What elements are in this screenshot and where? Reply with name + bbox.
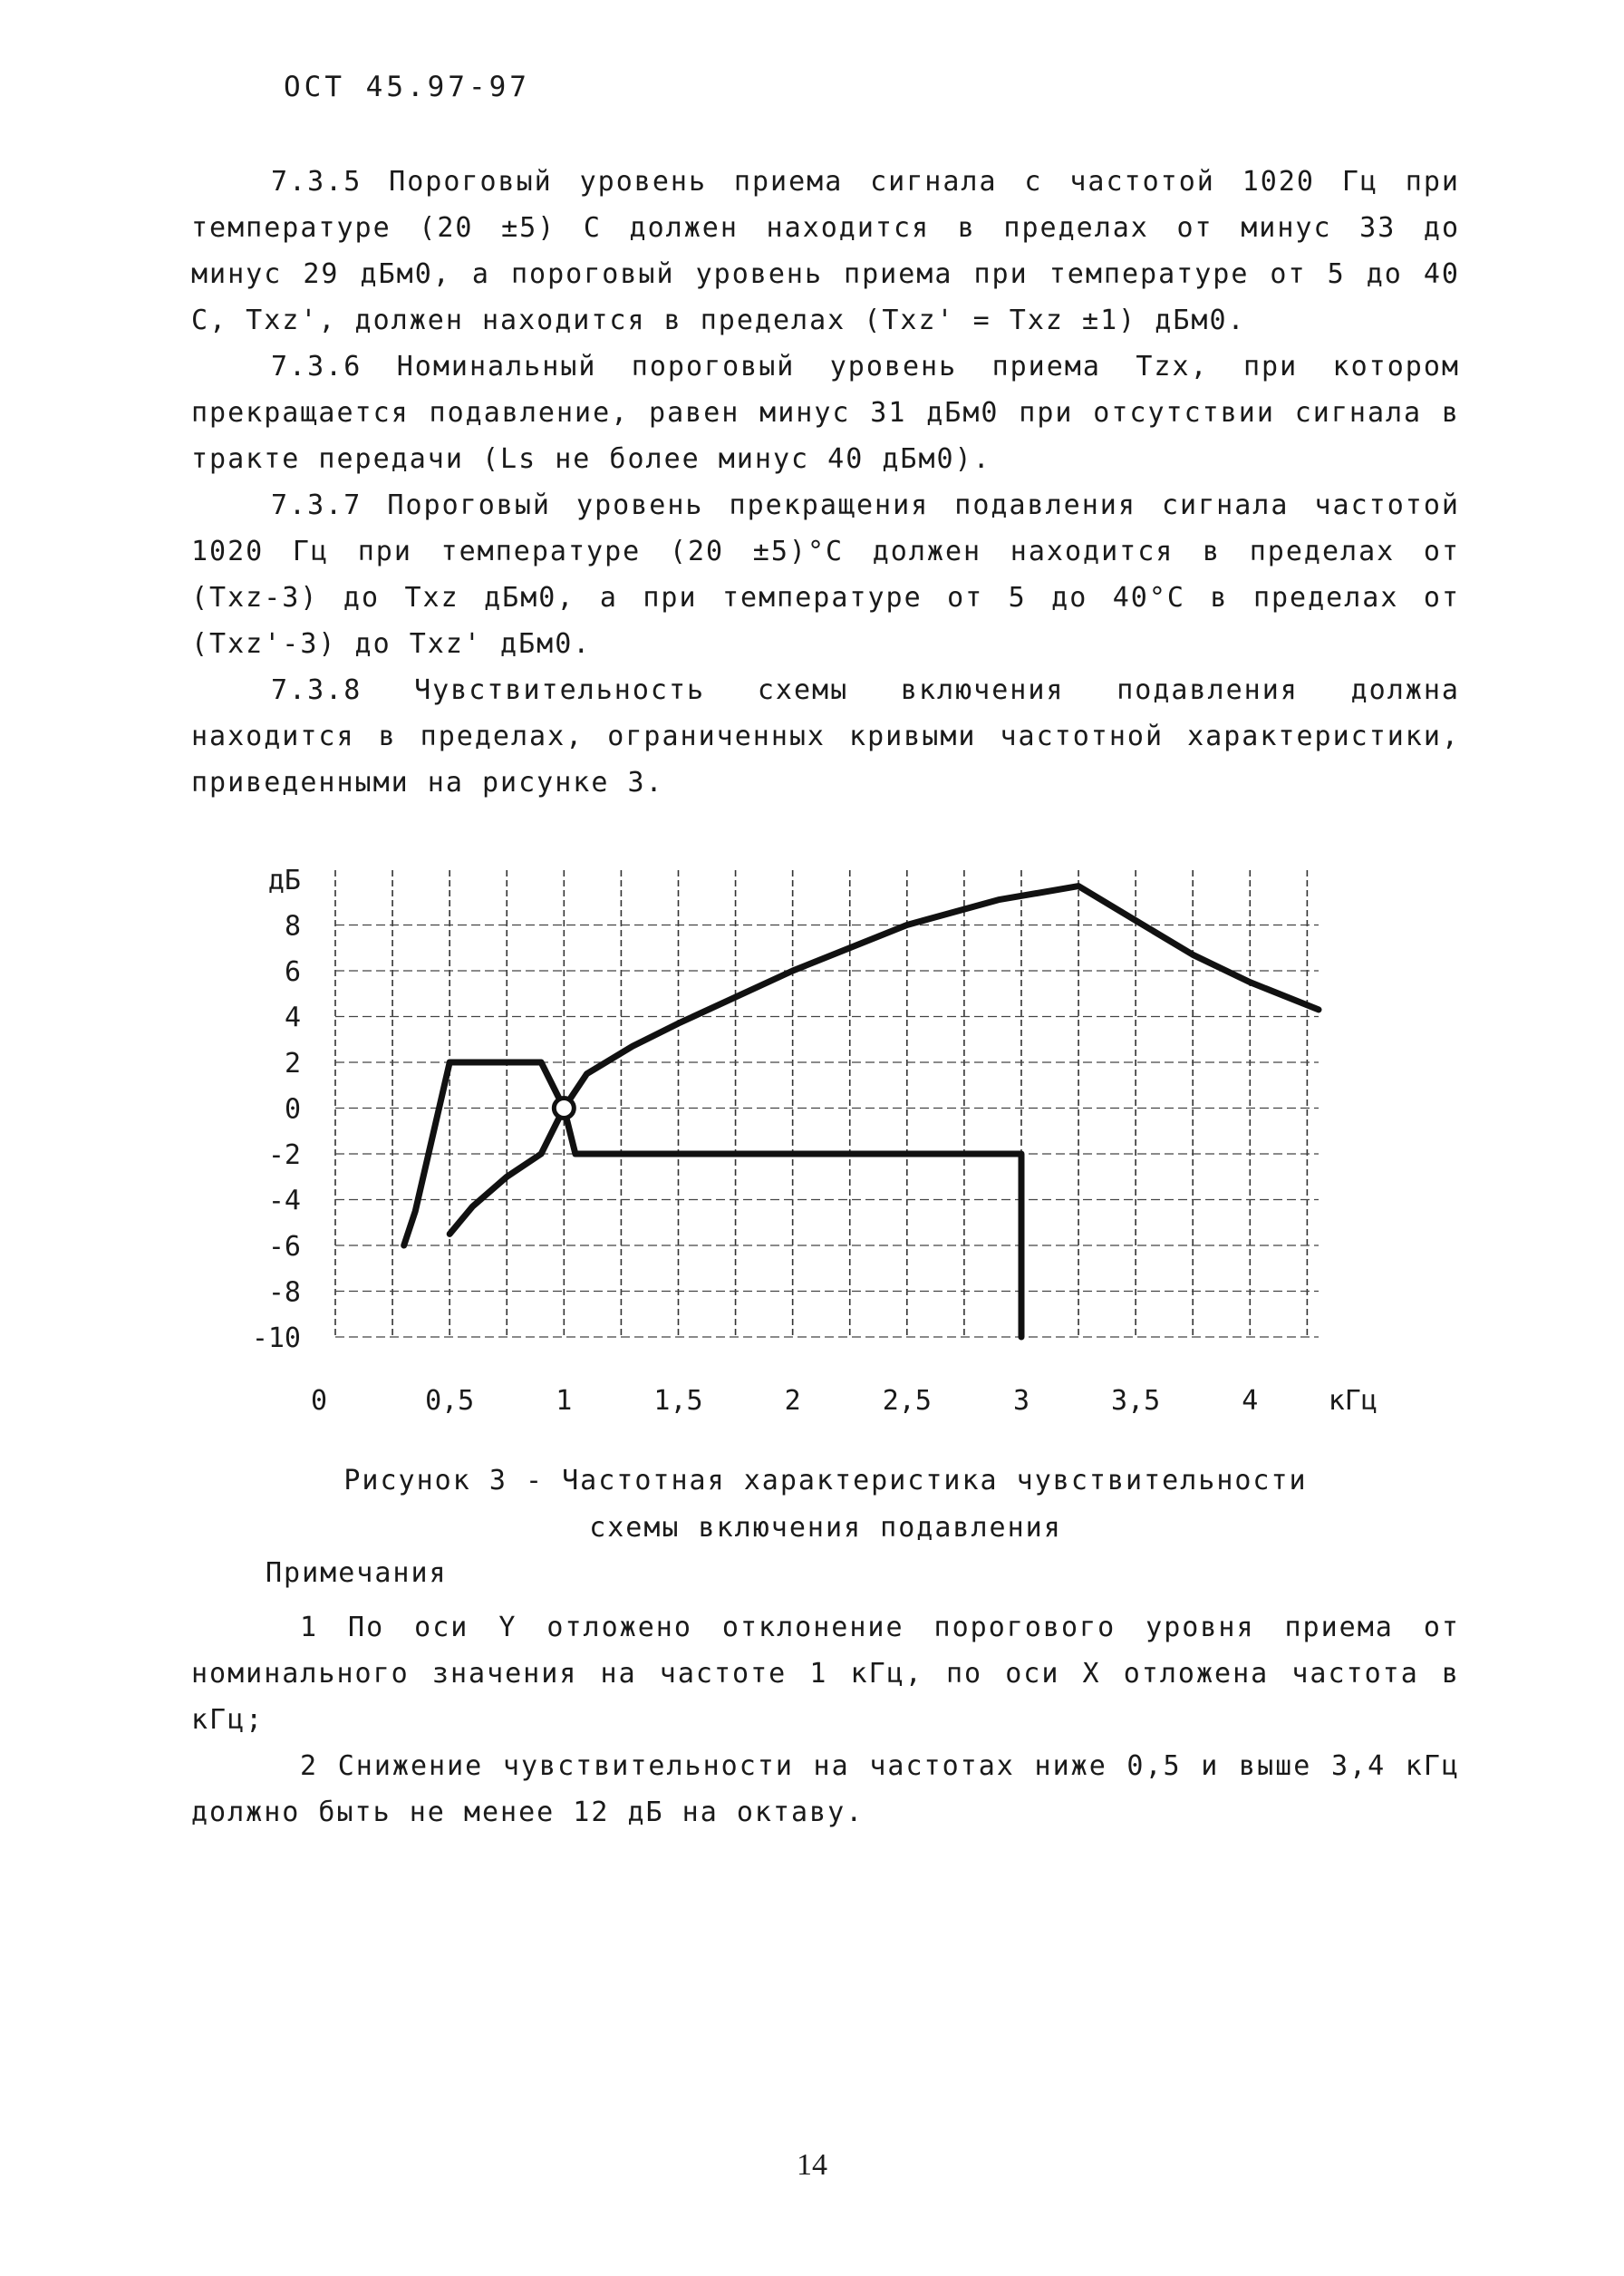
x-tick-label: кГц	[1328, 1385, 1378, 1417]
x-tick-label: 2	[784, 1385, 801, 1417]
doc-header: ОСТ 45.97-97	[284, 71, 530, 103]
x-tick-label: 0,5	[425, 1385, 475, 1417]
y-tick-label: 6	[284, 956, 301, 988]
y-tick-label: -2	[267, 1139, 301, 1171]
sensitivity-chart	[236, 843, 1414, 1423]
x-tick-label: 1	[556, 1385, 573, 1417]
notes-text	[191, 1604, 1460, 1835]
y-tick-label: 8	[284, 910, 301, 943]
figure-3	[236, 843, 1414, 1427]
note-1: 1 По оси Y отложено отклонение порогового уровня приема от номинального значения на частоте 1 кГц, по оси X отложена частота в кГц;	[191, 1612, 1460, 1736]
section-text	[191, 159, 1460, 806]
paragraph-7-3-6: 7.3.6 Номинальный пороговый уровень приема Tzx, при котором прекращается подавление, равен минус 31 дБм0 при отсутствии сигнала в тракте передачи (Ls не более минус 40 дБм0).	[191, 351, 1460, 475]
y-tick-label: дБ	[267, 865, 301, 896]
crossing-marker	[554, 1099, 574, 1119]
x-tick-label: 3,5	[1111, 1385, 1161, 1417]
x-tick-label: 4	[1242, 1385, 1259, 1417]
page-number: 14	[797, 2148, 827, 2182]
x-tick-label: 2,5	[882, 1385, 932, 1417]
series-upper-limit	[450, 886, 1319, 1235]
y-tick-label: 2	[284, 1048, 301, 1080]
y-tick-label: -4	[267, 1185, 301, 1217]
paragraph-7-3-5: 7.3.5 Пороговый уровень приема сигнала с частотой 1020 Гц при температуре (20 ±5) С должен находится в пределах от минус 33 до минус 29 дБм0, а пороговый уровень приема при температуре от 5 до 40 С, Txz', должен находится в пределах (Txz' = Txz ±1) дБм0.	[191, 166, 1460, 336]
figure-caption	[191, 1458, 1460, 1552]
y-tick-label: 4	[284, 1002, 301, 1034]
x-tick-label: 0	[310, 1385, 328, 1417]
y-tick-label: -8	[267, 1276, 301, 1309]
x-tick-label: 3	[1012, 1385, 1030, 1417]
y-tick-label: 0	[284, 1093, 301, 1126]
note-2: 2 Снижение чувствительности на частотах ниже 0,5 и выше 3,4 кГц должно быть не менее 12 дБ на октаву.	[191, 1750, 1460, 1828]
x-tick-label: 1,5	[653, 1385, 703, 1417]
paragraph-7-3-8: 7.3.8 Чувствительность схемы включения подавления должна находится в пределах, ограниченных кривыми частотной характеристики, приведенными на рисунке 3.	[191, 674, 1460, 799]
y-tick-label: -10	[251, 1322, 301, 1354]
y-tick-label: -6	[267, 1231, 301, 1263]
paragraph-7-3-7: 7.3.7 Пороговый уровень прекращения подавления сигнала частотой 1020 Гц при температуре (20 ±5)°С должен находится в пределах от (Txz-3) до Txz дБм0, а при температуре от 5 до 40°С в пределах от (Txz'-3) до Txz' дБм0.	[191, 489, 1460, 660]
caption-line-2: схемы включения подавления	[589, 1512, 1062, 1544]
notes-title: Примечания	[266, 1557, 448, 1589]
caption-line-1: Рисунок 3 - Частотная характеристика чувствительности	[343, 1465, 1308, 1496]
